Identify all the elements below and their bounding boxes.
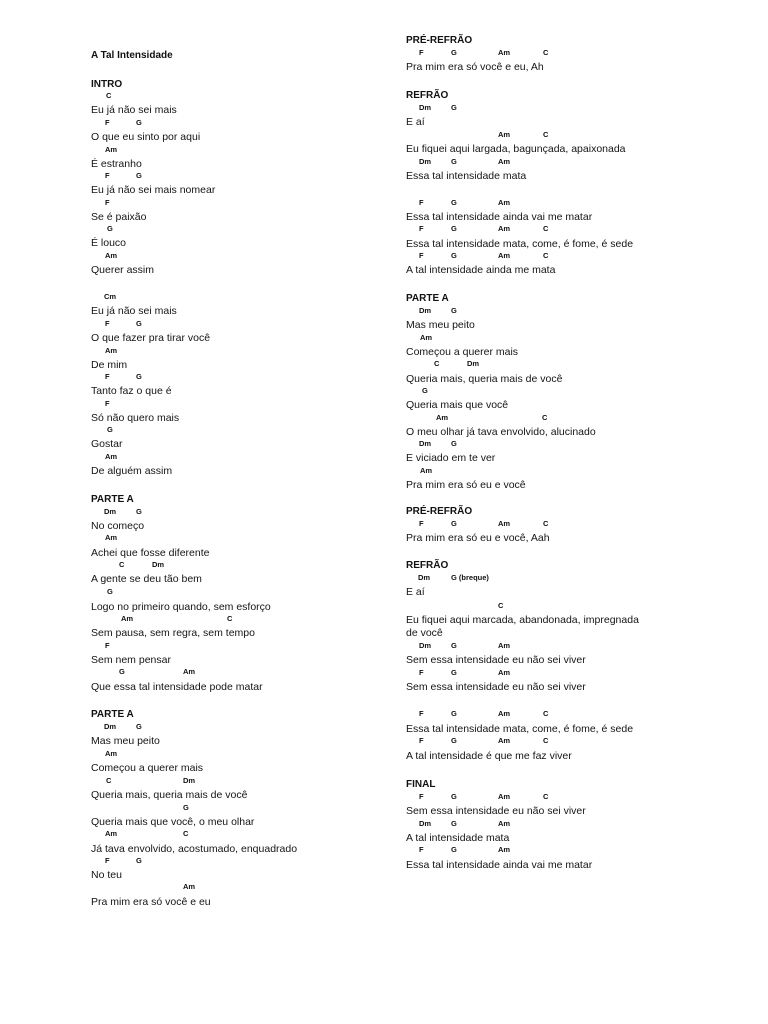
chord-symbol: G [136, 171, 142, 180]
chord-row [91, 749, 391, 759]
lyric-line: A gente se deu tão bem [91, 573, 202, 585]
lyric-line: Logo no primeiro quando, sem esforço [91, 601, 271, 613]
chord-symbol: G [451, 224, 457, 233]
chord-symbol: Am [420, 333, 433, 342]
lyric-line: Essa tal intensidade ainda vai me matar [406, 859, 593, 871]
lyric-line: Queria mais que você, o meu olhar [91, 816, 255, 828]
chord-symbol: C [227, 614, 233, 623]
lyric-line: Pra mim era só você e eu [91, 896, 211, 908]
lyric-line: A tal intensidade é que me faz viver [406, 750, 572, 762]
chord-symbol: G [451, 668, 457, 677]
chord-symbol: Am [498, 736, 511, 745]
chord-symbol: G (breque) [451, 573, 489, 582]
chord-symbol: G [136, 372, 142, 381]
section-heading: PARTE A [91, 709, 134, 720]
lyric-line: Pra mim era só eu e você, Aah [406, 532, 550, 544]
chord-symbol: F [419, 48, 424, 57]
lyric-line: Que essa tal intensidade pode matar [91, 681, 263, 693]
lyric-line: O que eu sinto por aqui [91, 131, 201, 143]
section-heading: PARTE A [91, 494, 134, 505]
lyric-line: Já tava envolvido, acostumado, enquadrado [91, 843, 298, 855]
chord-symbol: Am [105, 749, 118, 758]
chord-symbol: G [451, 709, 457, 718]
chord-row [91, 171, 391, 181]
chord-symbol: C [543, 251, 549, 260]
chord-row [91, 722, 391, 732]
chord-row [91, 667, 391, 677]
chord-symbol: Am [436, 413, 449, 422]
chord-symbol: Dm [152, 560, 165, 569]
chord-symbol: F [419, 519, 424, 528]
chord-symbol: G [136, 507, 142, 516]
lyric-line: E aí [406, 586, 425, 598]
chord-row [406, 130, 706, 140]
chord-row [91, 803, 391, 813]
chord-symbol: Am [498, 792, 511, 801]
chord-symbol: Am [105, 533, 118, 542]
chord-symbol: C [543, 709, 549, 718]
chord-row [91, 533, 391, 543]
chord-row [406, 306, 706, 316]
section-heading: PRÉ-REFRÃO [406, 35, 473, 46]
chord-symbol: F [419, 224, 424, 233]
chord-symbol: C [498, 601, 504, 610]
chord-symbol: C [119, 560, 125, 569]
lyric-line: Essa tal intensidade mata, come, é fome, é sede [406, 238, 634, 250]
chord-symbol: Dm [419, 306, 432, 315]
chord-row [406, 157, 706, 167]
chord-row [406, 359, 706, 369]
chord-symbol: C [542, 413, 548, 422]
chord-symbol: Am [498, 845, 511, 854]
chord-symbol: Dm [418, 573, 431, 582]
chord-symbol: G [451, 48, 457, 57]
chord-row [406, 573, 706, 583]
chord-symbol: C [543, 736, 549, 745]
chord-symbol: G [136, 856, 142, 865]
lyric-line: E aí [406, 116, 425, 128]
chord-symbol: G [451, 157, 457, 166]
chord-row [91, 507, 391, 517]
chord-row [91, 882, 391, 892]
chord-symbol: Dm [104, 507, 117, 516]
chord-row [406, 601, 706, 611]
chord-symbol: G [136, 319, 142, 328]
chord-symbol: Am [498, 709, 511, 718]
chord-symbol: G [451, 103, 457, 112]
lyric-line: O que fazer pra tirar você [91, 332, 211, 344]
chord-row [91, 372, 391, 382]
chord-symbol: G [107, 587, 113, 596]
chord-row [91, 399, 391, 409]
lyric-line: Eu já não sei mais [91, 305, 177, 317]
chord-symbol: G [451, 792, 457, 801]
chord-row [91, 91, 391, 101]
chord-row [406, 819, 706, 829]
chord-symbol: Dm [467, 359, 480, 368]
chord-symbol: F [105, 641, 110, 650]
chord-symbol: Am [498, 519, 511, 528]
chord-row [91, 587, 391, 597]
chord-symbol: Am [183, 667, 196, 676]
lyric-line: É estranho [91, 158, 142, 170]
chord-symbol: F [419, 198, 424, 207]
lyric-line: Achei que fosse diferente [91, 547, 210, 559]
chord-row [406, 709, 706, 719]
chord-symbol: F [419, 845, 424, 854]
song-title: A Tal Intensidade [91, 50, 173, 61]
lyric-line: O meu olhar já tava envolvido, alucinado [406, 426, 596, 438]
lyric-line: Queria mais, queria mais de você [406, 373, 563, 385]
chord-row [91, 776, 391, 786]
chord-row [406, 845, 706, 855]
chord-symbol: Am [498, 251, 511, 260]
lyric-line: Eu fiquei aqui marcada, abandonada, impregnada [406, 614, 639, 626]
lyric-line: Só não quero mais [91, 412, 180, 424]
chord-row [91, 198, 391, 208]
chord-row [406, 736, 706, 746]
chord-symbol: G [451, 845, 457, 854]
section-heading: PARTE A [406, 293, 449, 304]
lyric-line: Pra mim era só você e eu, Ah [406, 61, 544, 73]
chord-symbol: Am [498, 130, 511, 139]
chord-symbol: G [451, 819, 457, 828]
chord-symbol: F [105, 856, 110, 865]
chord-symbol: Am [105, 346, 118, 355]
chord-symbol: Am [183, 882, 196, 891]
lyric-line: Começou a querer mais [406, 346, 519, 358]
chord-symbol: Am [105, 251, 118, 260]
lyric-line: Mas meu peito [406, 319, 475, 331]
chord-symbol: F [105, 399, 110, 408]
chord-symbol: Dm [419, 157, 432, 166]
chord-symbol: Am [105, 145, 118, 154]
lyric-line: E viciado em te ver [406, 452, 496, 464]
chord-symbol: Cm [104, 292, 117, 301]
chord-row [91, 856, 391, 866]
chord-symbol: G [451, 519, 457, 528]
chord-row [406, 103, 706, 113]
chord-row [91, 452, 391, 462]
chord-row [91, 641, 391, 651]
chord-symbol: Dm [419, 103, 432, 112]
chord-symbol: G [183, 803, 189, 812]
chord-symbol: Dm [419, 439, 432, 448]
chord-symbol: Am [498, 224, 511, 233]
chord-symbol: F [419, 251, 424, 260]
chord-row [406, 668, 706, 678]
chord-symbol: F [419, 709, 424, 718]
chord-row [406, 224, 706, 234]
chord-symbol: G [136, 118, 142, 127]
chord-row [91, 560, 391, 570]
section-heading: INTRO [91, 79, 123, 90]
chord-symbol: F [105, 118, 110, 127]
chord-row [406, 48, 706, 58]
lyric-line: Sem essa intensidade eu não sei viver [406, 805, 586, 817]
chord-row [91, 425, 391, 435]
chord-row [406, 439, 706, 449]
lyric-line: Querer assim [91, 264, 155, 276]
section-heading: REFRÃO [406, 560, 449, 571]
chord-symbol: F [105, 198, 110, 207]
chord-symbol: C [543, 130, 549, 139]
chord-symbol: C [543, 519, 549, 528]
chord-symbol: Dm [183, 776, 196, 785]
chord-row [406, 198, 706, 208]
lyric-line: Sem essa intensidade eu não sei viver [406, 681, 586, 693]
chord-symbol: G [119, 667, 125, 676]
lyric-line: Essa tal intensidade ainda vai me matar [406, 211, 593, 223]
chord-symbol: C [434, 359, 440, 368]
lyric-line: Tanto faz o que é [91, 385, 172, 397]
chord-row [91, 346, 391, 356]
chord-row [91, 118, 391, 128]
lyric-line: A tal intensidade ainda me mata [406, 264, 556, 276]
lyric-line: Sem pausa, sem regra, sem tempo [91, 627, 255, 639]
chord-row [406, 641, 706, 651]
chord-symbol: G [451, 198, 457, 207]
lyric-line: Eu já não sei mais nomear [91, 184, 216, 196]
chord-symbol: G [451, 736, 457, 745]
lyric-line: Sem nem pensar [91, 654, 171, 666]
chord-row [406, 251, 706, 261]
chord-symbol: C [543, 48, 549, 57]
chord-symbol: Am [105, 452, 118, 461]
chord-row [91, 614, 391, 624]
lyric-line: Queria mais que você [406, 399, 509, 411]
chord-symbol: G [422, 386, 428, 395]
lyric-line: No teu [91, 869, 122, 881]
chord-row [91, 145, 391, 155]
section-heading: PRÉ-REFRÃO [406, 506, 473, 517]
lyric-line: Começou a querer mais [91, 762, 204, 774]
chord-symbol: Am [498, 819, 511, 828]
chord-symbol: F [419, 792, 424, 801]
chord-symbol: Am [121, 614, 134, 623]
lyric-line: A tal intensidade mata [406, 832, 510, 844]
chord-symbol: F [105, 372, 110, 381]
lyric-line: Essa tal intensidade mata, come, é fome, é sede [406, 723, 634, 735]
chord-row [406, 792, 706, 802]
chord-symbol: C [183, 829, 189, 838]
chord-row [406, 466, 706, 476]
lyric-line: É louco [91, 237, 127, 249]
lyric-line: Eu já não sei mais [91, 104, 177, 116]
chord-symbol: Am [498, 641, 511, 650]
chord-symbol: Am [498, 48, 511, 57]
lyric-line: Pra mim era só eu e você [406, 479, 526, 491]
chord-symbol: Am [498, 157, 511, 166]
chord-row [91, 319, 391, 329]
lyric-line: Gostar [91, 438, 123, 450]
chord-symbol: Am [498, 198, 511, 207]
section-heading: REFRÃO [406, 90, 449, 101]
chord-symbol: G [451, 306, 457, 315]
lyric-line: Eu fiquei aqui largada, bagunçada, apaixonada [406, 143, 626, 155]
chord-row [406, 413, 706, 423]
chord-symbol: Dm [419, 819, 432, 828]
lyric-line: de você [406, 627, 443, 639]
chord-row [406, 519, 706, 529]
lyric-line: De mim [91, 359, 128, 371]
chord-symbol: G [107, 224, 113, 233]
chord-symbol: F [419, 668, 424, 677]
chord-symbol: G [451, 251, 457, 260]
chord-symbol: C [106, 776, 112, 785]
section-heading: FINAL [406, 779, 436, 790]
chord-symbol: C [543, 792, 549, 801]
chord-symbol: F [105, 171, 110, 180]
chord-row [91, 251, 391, 261]
chord-symbol: G [451, 641, 457, 650]
chord-row [91, 292, 391, 302]
chord-symbol: C [543, 224, 549, 233]
chord-symbol: Am [420, 466, 433, 475]
lyric-line: Essa tal intensidade mata [406, 170, 527, 182]
chord-symbol: G [451, 439, 457, 448]
chord-symbol: C [106, 91, 112, 100]
chord-symbol: F [105, 319, 110, 328]
chord-symbol: Am [498, 668, 511, 677]
lyric-line: Queria mais, queria mais de você [91, 789, 248, 801]
chord-symbol: G [136, 722, 142, 731]
lyric-line: Sem essa intensidade eu não sei viver [406, 654, 586, 666]
lyric-line: De alguém assim [91, 465, 173, 477]
chord-symbol: F [419, 736, 424, 745]
chord-row [406, 333, 706, 343]
chord-symbol: Am [105, 829, 118, 838]
chord-symbol: Dm [419, 641, 432, 650]
chord-row [91, 224, 391, 234]
lyric-line: No começo [91, 520, 145, 532]
lyric-line: Se é paixão [91, 211, 147, 223]
chord-symbol: Dm [104, 722, 117, 731]
chord-symbol: G [107, 425, 113, 434]
lyric-line: Mas meu peito [91, 735, 160, 747]
chord-row [406, 386, 706, 396]
chord-row [91, 829, 391, 839]
